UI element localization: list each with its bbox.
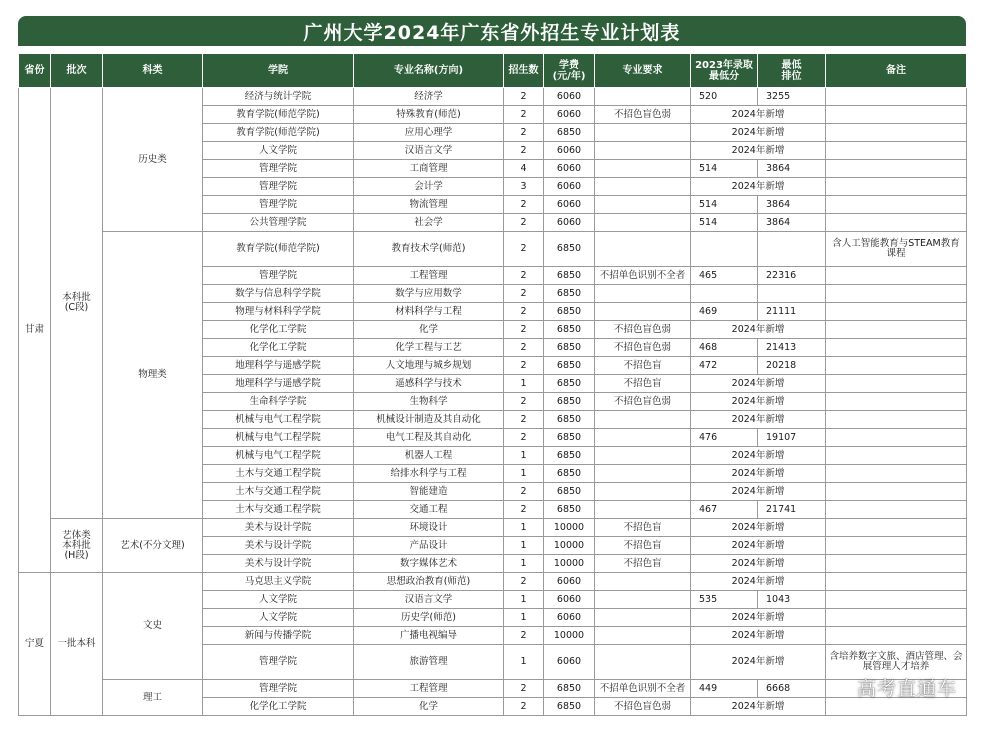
college-cell: 机械与电气工程学院	[203, 429, 354, 447]
min-rank-cell: 19107	[758, 429, 826, 447]
quota-cell: 2	[504, 411, 544, 429]
note-cell	[826, 483, 967, 501]
note-cell	[826, 267, 967, 285]
requirement-cell	[595, 465, 691, 483]
major-cell: 会计学	[354, 178, 504, 196]
status-merged-cell: 2024年新增	[691, 609, 826, 627]
college-cell: 人文学院	[203, 609, 354, 627]
major-cell: 材料科学与工程	[354, 303, 504, 321]
quota-cell: 2	[504, 393, 544, 411]
requirement-cell	[595, 627, 691, 645]
requirement-cell: 不招色盲色弱	[595, 698, 691, 716]
quota-cell: 2	[504, 680, 544, 698]
header-province: 省份	[19, 54, 51, 88]
major-cell: 电气工程及其自动化	[354, 429, 504, 447]
header-quota: 招生数	[504, 54, 544, 88]
batch-cell-h: 艺体类 本科批 (H段)	[51, 519, 103, 573]
page-title: 广州大学2024年广东省外招生专业计划表	[18, 16, 966, 46]
fee-cell: 6850	[544, 393, 595, 411]
note-cell	[826, 303, 967, 321]
quota-cell: 1	[504, 645, 544, 680]
major-cell: 产品设计	[354, 537, 504, 555]
requirement-cell: 不招色盲	[595, 519, 691, 537]
min-rank-cell: 6668	[758, 680, 826, 698]
requirement-cell	[595, 645, 691, 680]
college-cell: 马克思主义学院	[203, 573, 354, 591]
fee-cell: 6060	[544, 178, 595, 196]
min-score-cell: 449	[691, 680, 758, 698]
major-cell: 应用心理学	[354, 124, 504, 142]
college-cell: 经济与统计学院	[203, 88, 354, 106]
category-cell-physics: 物理类	[103, 232, 203, 519]
fee-cell: 6850	[544, 680, 595, 698]
requirement-cell	[595, 232, 691, 267]
major-cell: 交通工程	[354, 501, 504, 519]
college-cell: 新闻与传播学院	[203, 627, 354, 645]
major-cell: 旅游管理	[354, 645, 504, 680]
requirement-cell	[595, 285, 691, 303]
min-score-cell: 476	[691, 429, 758, 447]
note-cell	[826, 321, 967, 339]
min-score-cell	[691, 232, 758, 267]
note-cell	[826, 537, 967, 555]
note-cell: 含培养数字文旅、酒店管理、会展管理人才培养	[826, 645, 967, 680]
fee-cell: 6060	[544, 160, 595, 178]
college-cell: 管理学院	[203, 178, 354, 196]
major-cell: 经济学	[354, 88, 504, 106]
requirement-cell: 不招单色识别不全者	[595, 680, 691, 698]
requirement-cell: 不招单色识别不全者	[595, 267, 691, 285]
college-cell: 管理学院	[203, 196, 354, 214]
requirement-cell	[595, 573, 691, 591]
quota-cell: 2	[504, 339, 544, 357]
note-cell	[826, 429, 967, 447]
header-fee: 学费 (元/年)	[544, 54, 595, 88]
quota-cell: 2	[504, 501, 544, 519]
college-cell: 地理科学与遥感学院	[203, 375, 354, 393]
fee-cell: 10000	[544, 537, 595, 555]
college-cell: 管理学院	[203, 267, 354, 285]
major-cell: 环境设计	[354, 519, 504, 537]
fee-cell: 6850	[544, 501, 595, 519]
note-cell	[826, 124, 967, 142]
table-row	[19, 88, 967, 106]
enrollment-plan-table	[18, 53, 967, 716]
min-score-cell: 535	[691, 591, 758, 609]
quota-cell: 2	[504, 357, 544, 375]
fee-cell: 6060	[544, 88, 595, 106]
quota-cell: 2	[504, 142, 544, 160]
college-cell: 人文学院	[203, 142, 354, 160]
fee-cell: 6850	[544, 321, 595, 339]
requirement-cell	[595, 429, 691, 447]
major-cell: 广播电视编导	[354, 627, 504, 645]
requirement-cell: 不招色盲色弱	[595, 106, 691, 124]
header-college: 学院	[203, 54, 354, 88]
requirement-cell	[595, 447, 691, 465]
min-score-cell: 520	[691, 88, 758, 106]
min-rank-cell: 22316	[758, 267, 826, 285]
major-cell: 机器人工程	[354, 447, 504, 465]
major-cell: 工商管理	[354, 160, 504, 178]
requirement-cell	[595, 501, 691, 519]
min-score-cell: 465	[691, 267, 758, 285]
requirement-cell	[595, 591, 691, 609]
quota-cell: 2	[504, 267, 544, 285]
min-rank-cell: 1043	[758, 591, 826, 609]
status-merged-cell: 2024年新增	[691, 375, 826, 393]
status-merged-cell: 2024年新增	[691, 393, 826, 411]
note-cell	[826, 160, 967, 178]
major-cell: 机械设计制造及其自动化	[354, 411, 504, 429]
fee-cell: 6850	[544, 375, 595, 393]
category-cell-history: 历史类	[103, 88, 203, 232]
quota-cell: 1	[504, 465, 544, 483]
college-cell: 美术与设计学院	[203, 537, 354, 555]
province-cell-gansu: 甘肃	[19, 88, 51, 573]
major-cell: 社会学	[354, 214, 504, 232]
min-rank-cell: 21413	[758, 339, 826, 357]
fee-cell: 6060	[544, 142, 595, 160]
status-merged-cell: 2024年新增	[691, 447, 826, 465]
fee-cell: 10000	[544, 519, 595, 537]
quota-cell: 2	[504, 196, 544, 214]
note-cell	[826, 214, 967, 232]
college-cell: 化学化工学院	[203, 698, 354, 716]
header-requirement: 专业要求	[595, 54, 691, 88]
min-rank-cell	[758, 285, 826, 303]
note-cell	[826, 627, 967, 645]
major-cell: 汉语言文学	[354, 142, 504, 160]
major-cell: 工程管理	[354, 680, 504, 698]
requirement-cell	[595, 303, 691, 321]
note-cell	[826, 591, 967, 609]
table-row	[19, 519, 967, 537]
college-cell: 化学化工学院	[203, 321, 354, 339]
requirement-cell: 不招色盲	[595, 357, 691, 375]
college-cell: 土木与交通工程学院	[203, 465, 354, 483]
quota-cell: 2	[504, 214, 544, 232]
header-major: 专业名称(方向)	[354, 54, 504, 88]
fee-cell: 6850	[544, 232, 595, 267]
major-cell: 化学工程与工艺	[354, 339, 504, 357]
fee-cell: 6850	[544, 357, 595, 375]
min-score-cell: 514	[691, 160, 758, 178]
requirement-cell: 不招色盲色弱	[595, 321, 691, 339]
min-rank-cell: 21111	[758, 303, 826, 321]
requirement-cell	[595, 214, 691, 232]
quota-cell: 1	[504, 609, 544, 627]
fee-cell: 6850	[544, 339, 595, 357]
status-merged-cell: 2024年新增	[691, 698, 826, 716]
college-cell: 管理学院	[203, 645, 354, 680]
note-cell	[826, 519, 967, 537]
batch-cell-c: 本科批 (C段)	[51, 88, 103, 519]
requirement-cell	[595, 609, 691, 627]
college-cell: 美术与设计学院	[203, 555, 354, 573]
category-cell-ligong: 理工	[103, 680, 203, 716]
college-cell: 土木与交通工程学院	[203, 483, 354, 501]
fee-cell: 6850	[544, 285, 595, 303]
major-cell: 历史学(师范)	[354, 609, 504, 627]
header-row	[19, 54, 967, 88]
quota-cell: 2	[504, 698, 544, 716]
note-cell	[826, 501, 967, 519]
requirement-cell: 不招色盲	[595, 375, 691, 393]
quota-cell: 1	[504, 519, 544, 537]
fee-cell: 6850	[544, 698, 595, 716]
fee-cell: 6850	[544, 303, 595, 321]
major-cell: 工程管理	[354, 267, 504, 285]
fee-cell: 6850	[544, 465, 595, 483]
quota-cell: 1	[504, 555, 544, 573]
major-cell: 数学与应用数学	[354, 285, 504, 303]
fee-cell: 6060	[544, 591, 595, 609]
min-score-cell	[691, 285, 758, 303]
status-merged-cell: 2024年新增	[691, 573, 826, 591]
category-cell-art: 艺术(不分文理)	[103, 519, 203, 573]
table-row	[19, 680, 967, 698]
requirement-cell	[595, 88, 691, 106]
fee-cell: 10000	[544, 555, 595, 573]
quota-cell: 2	[504, 429, 544, 447]
requirement-cell	[595, 142, 691, 160]
quota-cell: 2	[504, 303, 544, 321]
province-cell-ningxia: 宁夏	[19, 573, 51, 716]
fee-cell: 6060	[544, 106, 595, 124]
college-cell: 公共管理学院	[203, 214, 354, 232]
requirement-cell: 不招色盲色弱	[595, 339, 691, 357]
status-merged-cell: 2024年新增	[691, 124, 826, 142]
college-cell: 机械与电气工程学院	[203, 411, 354, 429]
major-cell: 给排水科学与工程	[354, 465, 504, 483]
major-cell: 思想政治教育(师范)	[354, 573, 504, 591]
min-rank-cell: 20218	[758, 357, 826, 375]
college-cell: 教育学院(师范学院)	[203, 232, 354, 267]
note-cell	[826, 573, 967, 591]
note-cell	[826, 393, 967, 411]
min-rank-cell	[758, 232, 826, 267]
note-cell: 含人工智能教育与STEAM教育课程	[826, 232, 967, 267]
min-score-cell: 469	[691, 303, 758, 321]
quota-cell: 1	[504, 375, 544, 393]
fee-cell: 6850	[544, 411, 595, 429]
quota-cell: 2	[504, 627, 544, 645]
fee-cell: 6060	[544, 196, 595, 214]
quota-cell: 2	[504, 483, 544, 501]
fee-cell: 6850	[544, 267, 595, 285]
header-category: 科类	[103, 54, 203, 88]
requirement-cell: 不招色盲色弱	[595, 393, 691, 411]
fee-cell: 6060	[544, 214, 595, 232]
status-merged-cell: 2024年新增	[691, 465, 826, 483]
note-cell	[826, 447, 967, 465]
college-cell: 管理学院	[203, 680, 354, 698]
requirement-cell	[595, 124, 691, 142]
quota-cell: 2	[504, 106, 544, 124]
major-cell: 特殊教育(师范)	[354, 106, 504, 124]
status-merged-cell: 2024年新增	[691, 321, 826, 339]
status-merged-cell: 2024年新增	[691, 519, 826, 537]
quota-cell: 1	[504, 591, 544, 609]
quota-cell: 3	[504, 178, 544, 196]
header-min-rank: 最低 排位	[758, 54, 826, 88]
status-merged-cell: 2024年新增	[691, 483, 826, 501]
requirement-cell: 不招色盲	[595, 537, 691, 555]
major-cell: 汉语言文学	[354, 591, 504, 609]
college-cell: 管理学院	[203, 160, 354, 178]
quota-cell: 1	[504, 447, 544, 465]
college-cell: 美术与设计学院	[203, 519, 354, 537]
quota-cell: 2	[504, 232, 544, 267]
note-cell	[826, 178, 967, 196]
college-cell: 教育学院(师范学院)	[203, 124, 354, 142]
watermark: 高考直通车	[856, 678, 957, 700]
status-merged-cell: 2024年新增	[691, 555, 826, 573]
min-rank-cell: 3864	[758, 214, 826, 232]
note-cell	[826, 555, 967, 573]
college-cell: 化学化工学院	[203, 339, 354, 357]
quota-cell: 2	[504, 573, 544, 591]
major-cell: 物流管理	[354, 196, 504, 214]
status-merged-cell: 2024年新增	[691, 411, 826, 429]
status-merged-cell: 2024年新增	[691, 537, 826, 555]
requirement-cell: 不招色盲	[595, 555, 691, 573]
major-cell: 人文地理与城乡规划	[354, 357, 504, 375]
college-cell: 机械与电气工程学院	[203, 447, 354, 465]
note-cell	[826, 411, 967, 429]
min-rank-cell: 3255	[758, 88, 826, 106]
fee-cell: 6850	[544, 429, 595, 447]
min-score-cell: 467	[691, 501, 758, 519]
note-cell	[826, 142, 967, 160]
requirement-cell	[595, 196, 691, 214]
major-cell: 生物科学	[354, 393, 504, 411]
status-merged-cell: 2024年新增	[691, 106, 826, 124]
category-cell-wenshi: 文史	[103, 573, 203, 680]
min-rank-cell: 3864	[758, 196, 826, 214]
requirement-cell	[595, 160, 691, 178]
note-cell	[826, 196, 967, 214]
quota-cell: 4	[504, 160, 544, 178]
college-cell: 土木与交通工程学院	[203, 501, 354, 519]
table-row	[19, 232, 967, 267]
note-cell	[826, 88, 967, 106]
status-merged-cell: 2024年新增	[691, 627, 826, 645]
table-row	[19, 573, 967, 591]
requirement-cell	[595, 411, 691, 429]
college-cell: 生命科学学院	[203, 393, 354, 411]
status-merged-cell: 2024年新增	[691, 178, 826, 196]
fee-cell: 6060	[544, 609, 595, 627]
fee-cell: 6060	[544, 645, 595, 680]
requirement-cell	[595, 178, 691, 196]
note-cell	[826, 357, 967, 375]
major-cell: 教育技术学(师范)	[354, 232, 504, 267]
note-cell	[826, 465, 967, 483]
quota-cell: 1	[504, 537, 544, 555]
note-cell	[826, 375, 967, 393]
fee-cell: 10000	[544, 627, 595, 645]
header-min-score: 2023年录取 最低分	[691, 54, 758, 88]
major-cell: 化学	[354, 321, 504, 339]
note-cell	[826, 609, 967, 627]
min-score-cell: 472	[691, 357, 758, 375]
college-cell: 地理科学与遥感学院	[203, 357, 354, 375]
major-cell: 智能建造	[354, 483, 504, 501]
fee-cell: 6850	[544, 447, 595, 465]
min-rank-cell: 21741	[758, 501, 826, 519]
major-cell: 化学	[354, 698, 504, 716]
batch-cell-first: 一批本科	[51, 573, 103, 716]
min-rank-cell: 3864	[758, 160, 826, 178]
min-score-cell: 468	[691, 339, 758, 357]
quota-cell: 2	[504, 285, 544, 303]
note-cell	[826, 285, 967, 303]
min-score-cell: 514	[691, 214, 758, 232]
header-batch: 批次	[51, 54, 103, 88]
fee-cell: 6850	[544, 124, 595, 142]
note-cell	[826, 339, 967, 357]
college-cell: 数学与信息科学学院	[203, 285, 354, 303]
status-merged-cell: 2024年新增	[691, 645, 826, 680]
note-cell	[826, 106, 967, 124]
college-cell: 人文学院	[203, 591, 354, 609]
min-score-cell: 514	[691, 196, 758, 214]
quota-cell: 2	[504, 124, 544, 142]
header-note: 备注	[826, 54, 967, 88]
status-merged-cell: 2024年新增	[691, 142, 826, 160]
major-cell: 遥感科学与技术	[354, 375, 504, 393]
college-cell: 物理与材料科学学院	[203, 303, 354, 321]
major-cell: 数字媒体艺术	[354, 555, 504, 573]
quota-cell: 2	[504, 321, 544, 339]
fee-cell: 6850	[544, 483, 595, 501]
quota-cell: 2	[504, 88, 544, 106]
college-cell: 教育学院(师范学院)	[203, 106, 354, 124]
fee-cell: 6060	[544, 573, 595, 591]
requirement-cell	[595, 483, 691, 501]
